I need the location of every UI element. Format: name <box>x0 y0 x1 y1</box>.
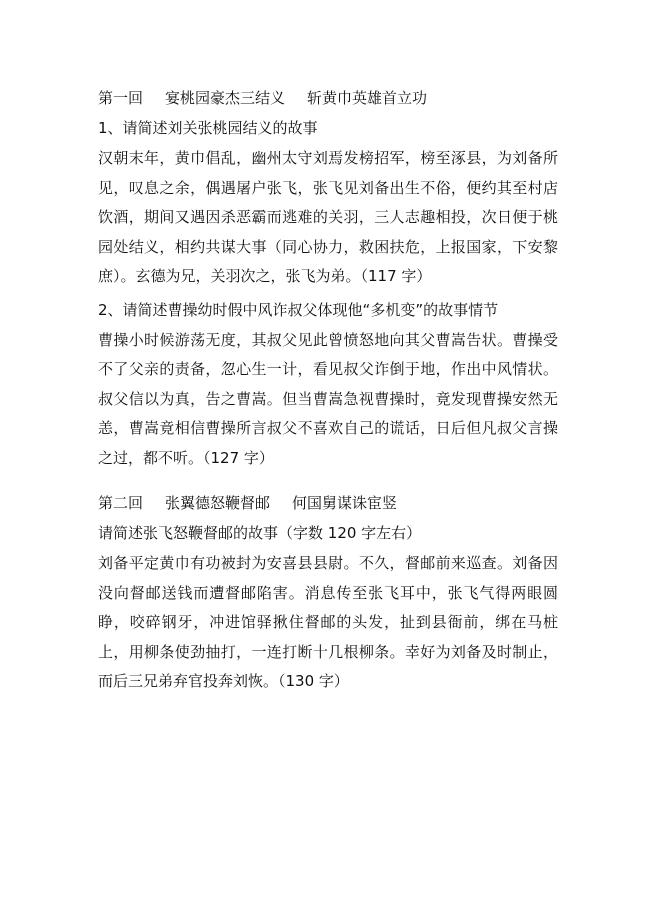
chapter-2-title <box>98 491 558 515</box>
question-1-2: 2、请简述曹操幼时假中风诈叔父体现他“多机变”的故事情节 <box>98 300 499 319</box>
answer-2-1: 刘备平定黄巾有功被封为安喜县县尉。不久，督邮前来巡查。刘备因没向督邮送钱而遭督邮陷害。消息传至张飞耳中，张飞气得两眼圆睁，咬碎钢牙，冲进馆驿揪住督邮的头发，扯到县衙前，绑在马桩上，用柳条使劲抽打，一连打断十几根柳条。幸好为刘备及时制止，而后三兄弟弃官投奔刘恢。（130 字） <box>98 554 558 690</box>
section-spacer <box>98 473 558 491</box>
question-1-1: 1、请简述刘关张桃园结义的故事 <box>98 119 318 137</box>
chapter-1-title <box>98 86 558 110</box>
chapter-1-title-part-2: 斩黄巾英雄首立功 <box>307 89 428 107</box>
chapter-2 <box>98 491 558 697</box>
answer-1-2: 曹操小时候游荡无度，其叔父见此曾愤怒地向其父曹嵩告状。曹操受不了父亲的责备，忽心生一计，看见叔父诈倒于地，作出中风情状。叔父信以为真，告之曹嵩。但当曹嵩急视曹操时，竟发现曹操安然无恙，曹嵩竟相信曹操所言叔父不喜欢自己的谎话，日后但凡叔父言操之过，都不听。（127 字） <box>98 330 558 467</box>
chapter-1-title-part-1: 宴桃园豪杰三结义 <box>165 89 286 107</box>
question-2-1: 请简述张飞怒鞭督邮的故事（字数 120 字左右） <box>98 524 422 542</box>
chapter-2-title-part-1: 张翼德怒鞭督邮 <box>165 494 271 512</box>
chapter-2-number: 第二回 <box>98 494 144 512</box>
answer-1-1: 汉朝末年，黄巾倡乱，幽州太守刘焉发榜招军，榜至涿县，为刘备所见，叹息之余，偶遇屠户张飞，张飞见刘备出生不俗，便约其至村店饮酒，期间又遇因杀恶霸而逃难的关羽，三人志趣相投，次日便于桃园处结义，相约共谋大事（同心协力，救困扶危，上报国家，下安黎庶）。玄德为兄，关羽次之，张飞为弟。（117 字） <box>98 149 558 285</box>
chapter-2-title-part-2: 何国舅谋诛宦竖 <box>292 494 398 512</box>
document-page <box>98 86 558 697</box>
chapter-1-number: 第一回 <box>98 89 144 107</box>
chapter-1 <box>98 86 558 473</box>
